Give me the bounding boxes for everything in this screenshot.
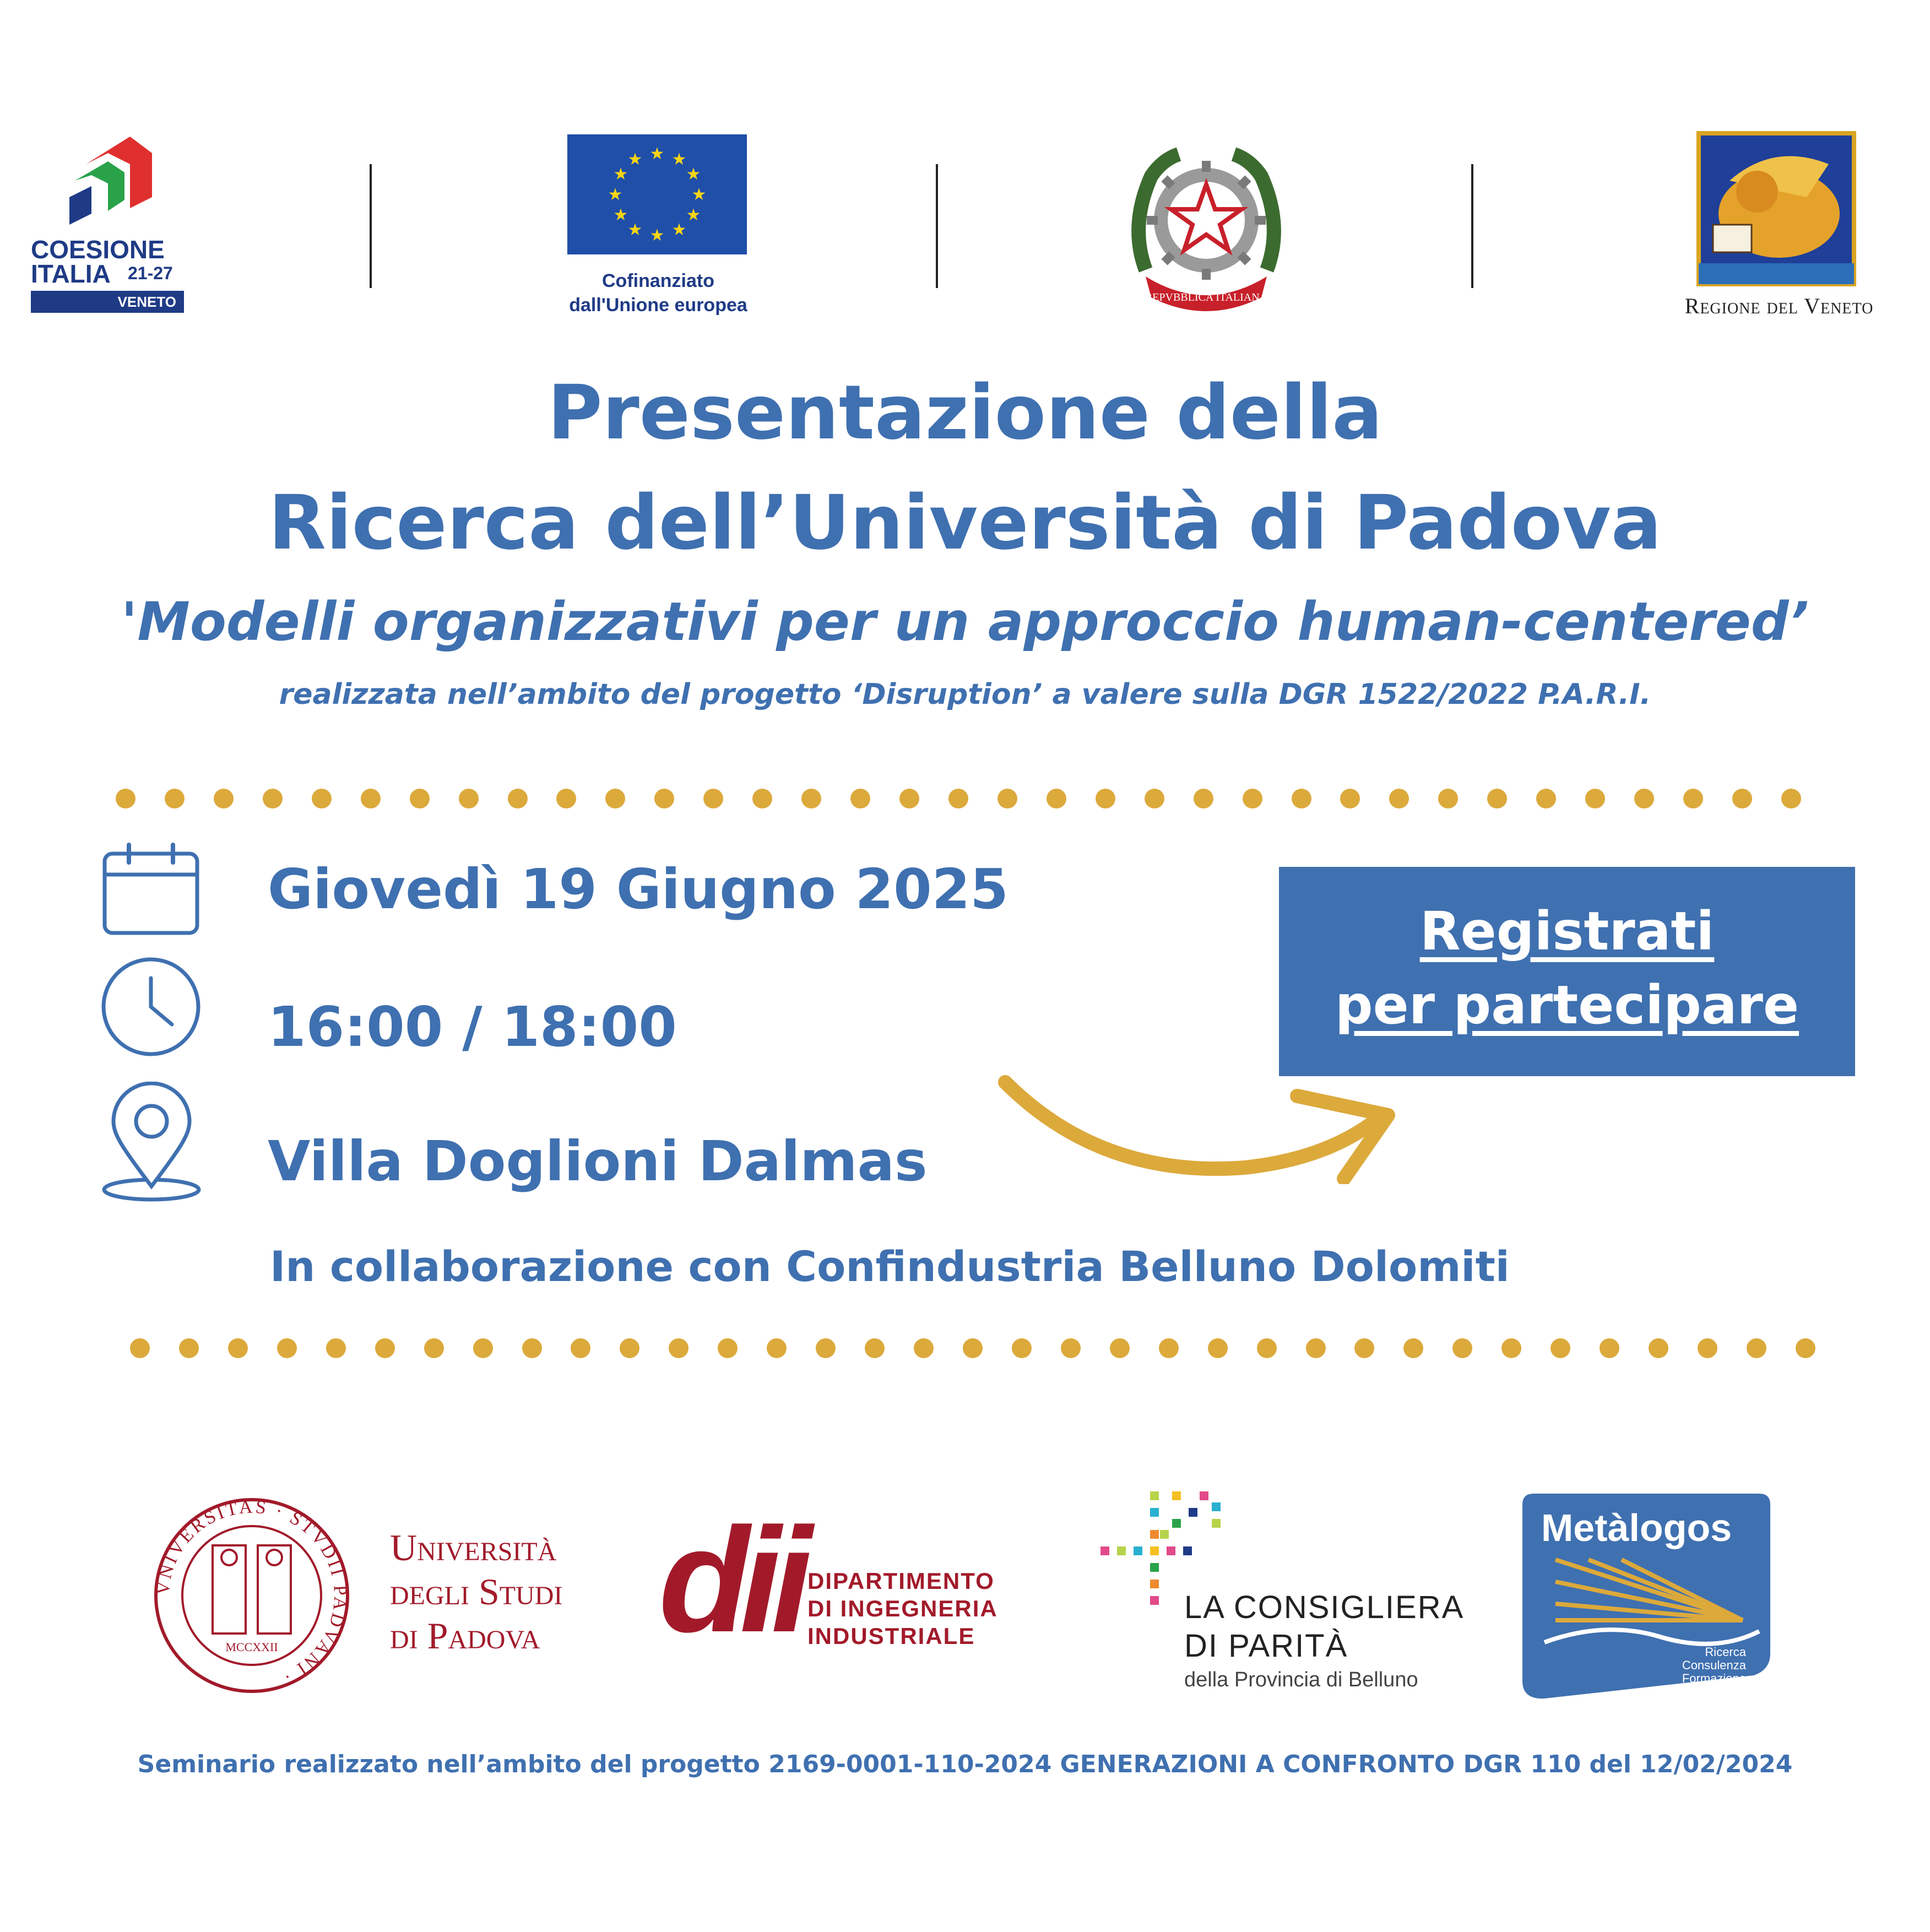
metalogos-logo: [1522, 1494, 1770, 1700]
dotted-divider-bottom: [130, 1337, 1815, 1359]
unipd-seal-icon: [152, 1496, 351, 1695]
metalogos-name: Metàlogos: [1541, 1506, 1732, 1549]
location-pin-icon: [100, 1082, 203, 1202]
project-note: realizzata nell’ambito del progetto ‘Disruption’ a valere sulla DGR 1522/2022 P.A.R.I.: [279, 678, 1651, 711]
clock-icon: [100, 956, 202, 1057]
unipd-line1: Università: [390, 1527, 557, 1569]
arrow-icon: [991, 1063, 1399, 1184]
svg-text:★: ★: [671, 220, 687, 240]
veneto-logo: [1658, 131, 1900, 324]
seal-year: MCCXXII: [225, 1640, 278, 1654]
dii-logo-mark: [659, 1497, 803, 1663]
coesione-line1: COESIONE: [31, 235, 165, 264]
svg-text:VNIVERSITAS · STVDII PADVANI ·: VNIVERSITAS · STVDII PADVANI ·: [153, 1496, 351, 1688]
eu-flag-icon: [567, 134, 747, 254]
register-button[interactable]: [1279, 867, 1855, 1076]
unipd-name: [390, 1526, 562, 1658]
dii-mark: dii: [659, 1497, 803, 1663]
svg-text:★: ★: [627, 220, 643, 240]
metalogos-tag1: Ricerca: [1705, 1645, 1746, 1659]
metalogos-tag2: Consulenza: [1682, 1658, 1746, 1672]
logo-divider: [1471, 164, 1473, 288]
svg-text:★: ★: [671, 150, 687, 169]
svg-text:★: ★: [608, 185, 623, 204]
svg-text:★: ★: [686, 205, 701, 225]
register-button-line1: Registrati: [1419, 900, 1715, 962]
coesione-region-band: [31, 291, 184, 313]
svg-text:★: ★: [649, 144, 665, 164]
dii-line1: DIPARTIMENTO: [807, 1568, 995, 1594]
svg-text:★: ★: [649, 226, 665, 245]
logo-divider: [370, 164, 372, 288]
dii-line3: INDUSTRIALE: [807, 1623, 975, 1649]
eu-caption-line2: dall'Unione europea: [569, 295, 747, 316]
repubblica-emblem: [1124, 132, 1289, 314]
consigliera-line2: DI PARITÀ: [1184, 1628, 1348, 1664]
emblem-ribbon-text: REPVBBLICA ITALIANA: [1145, 291, 1268, 303]
metalogos-tag3: Formazione: [1682, 1671, 1746, 1685]
calendar-icon: [101, 843, 200, 936]
event-place: Villa Doglioni Dalmas: [268, 1129, 928, 1193]
logo-divider: [936, 164, 938, 288]
event-time: 16:00 / 18:00: [268, 995, 677, 1059]
consigliera-name: [1184, 1588, 1464, 1694]
svg-text:★: ★: [627, 150, 643, 169]
coesione-region: VENETO: [117, 294, 176, 310]
consigliera-line3: della Provincia di Belluno: [1184, 1668, 1418, 1691]
dii-name: [807, 1567, 998, 1650]
coesione-years: 21-27: [128, 263, 173, 283]
svg-text:★: ★: [691, 185, 707, 204]
eu-caption-line1: Cofinanziato: [602, 270, 714, 291]
svg-text:★: ★: [686, 165, 701, 184]
page-title-line1: Presentazione della: [547, 370, 1383, 457]
footer-note: Seminario realizzato nell’ambito del progetto 2169-0001-110-2024 GENERAZIONI A CONFRONTO DGR 110 del 12/02/2024: [137, 1750, 1793, 1778]
event-collaboration: In collaborazione con Confindustria Belluno Dolomiti: [270, 1242, 1510, 1291]
coesione-logo: [31, 131, 191, 318]
coesione-line2: ITALIA: [31, 259, 111, 288]
consigliera-line1: LA CONSIGLIERA: [1184, 1589, 1465, 1625]
unipd-line2: degli Studi: [390, 1571, 563, 1613]
svg-text:★: ★: [613, 165, 628, 184]
page-title-line2: Ricerca dell’Università di Padova: [268, 480, 1662, 567]
lion-of-saint-mark-icon: [1696, 131, 1856, 286]
metalogos-tagline: [1682, 1646, 1746, 1685]
page-subtitle: 'Modelli organizzativi per un approccio human-centered’: [121, 591, 1809, 653]
dii-line2: DI INGEGNERIA: [807, 1595, 998, 1621]
dotted-divider-top: [116, 788, 1801, 810]
svg-text:★: ★: [613, 205, 628, 225]
register-button-line2: per partecipare: [1335, 974, 1799, 1036]
veneto-caption: Regione del Veneto: [1684, 294, 1874, 318]
eu-logo: [551, 134, 766, 322]
italian-emblem-icon: [1124, 132, 1289, 314]
coesione-mark-icon: [64, 131, 163, 230]
event-date: Giovedì 19 Giugno 2025: [268, 857, 1009, 921]
unipd-line3: di Padova: [390, 1615, 540, 1657]
